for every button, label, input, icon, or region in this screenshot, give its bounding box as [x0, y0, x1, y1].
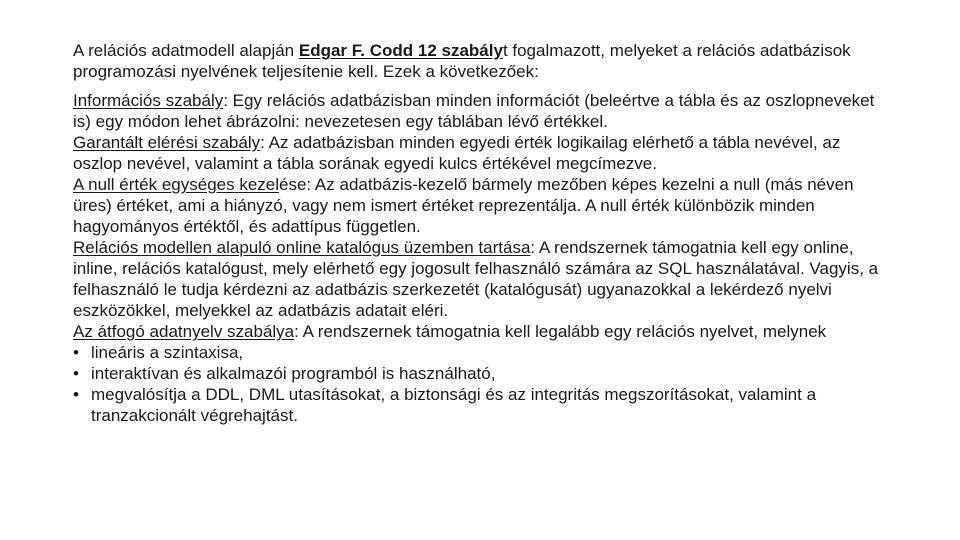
rule-null-handling: [73, 174, 893, 237]
bullet-list: [73, 342, 893, 426]
rule-text: : A rendszernek támogatnia kell legalább egy relációs nyelvet, melynek: [294, 322, 827, 341]
bullet-text: megvalósítja a DDL, DML utasításokat, a biztonsági és az integritás megszorításokat, valamint a tranzakcionált végrehajtást.: [91, 385, 817, 425]
intro-text-before: A relációs adatmodell alapján: [73, 41, 299, 60]
rule-guaranteed-access: [73, 132, 893, 174]
list-item: [73, 342, 893, 363]
rule-text: : Az adatbázisban minden egyedi érték logikailag elérhető a tábla nevével, az oszlop nevével, valamint a tábla sorának egyedi kulcs értékével megcímezve.: [73, 133, 841, 173]
bullet-text: interaktívan és alkalmazói programból is használható,: [91, 364, 496, 383]
list-item: [73, 363, 893, 384]
bullet-text: lineáris a szintaxisa,: [91, 343, 244, 362]
slide-content: [73, 40, 893, 426]
rule-data-language: [73, 321, 893, 342]
rule-name: Információs szabály: [73, 91, 224, 110]
intro-text-after: t fogalmazott, melyeket a relációs adatbázisok programozási nyelvének teljesítenie kell. Ezek a következőek:: [73, 41, 851, 81]
list-item: [73, 384, 893, 426]
rule-text: ése: Az adatbázis-kezelő bármely mezőben képes kezelni a null (más néven üres) értéket, ami a hiányzó, vagy nem ismert értéket reprezentálja. A null érték különbözik minden hagyományos értéktől, és adattípus független.: [73, 175, 854, 236]
intro-highlight: Edgar F. Codd 12 szabály: [298, 41, 503, 60]
rule-name: A null érték egységes kezel: [73, 175, 280, 194]
bullet-icon: •: [73, 364, 79, 383]
rule-name: Az átfogó adatnyelv szabálya: [73, 322, 295, 341]
rules-list: [73, 90, 893, 426]
rule-online-catalog: [73, 237, 893, 321]
rule-text: : A rendszernek támogatnia kell egy online, inline, relációs katalógust, mely elérhető egy jogosult felhasználó számára az SQL használatával. Vagyis, a felhasználó le tudja kérdezni az adatbázis szerkezetét (katalógusát) ugyanazokkal a lekérdező nyelvi eszközökkel, melyekkel az adatbázis adatait eléri.: [73, 238, 879, 320]
rule-name: Relációs modellen alapuló online katalógus üzemben tartása: [73, 238, 531, 257]
bullet-icon: •: [73, 343, 79, 362]
intro-paragraph: [73, 40, 893, 82]
rule-information: [73, 90, 893, 132]
bullet-icon: •: [73, 385, 79, 404]
rule-text: : Egy relációs adatbázisban minden információt (beleértve a tábla és az oszlopneveket is) egy módon lehet ábrázolni: nevezetesen egy táblában lévő értékkel.: [73, 91, 875, 131]
rule-name: Garantált elérési szabály: [73, 133, 261, 152]
